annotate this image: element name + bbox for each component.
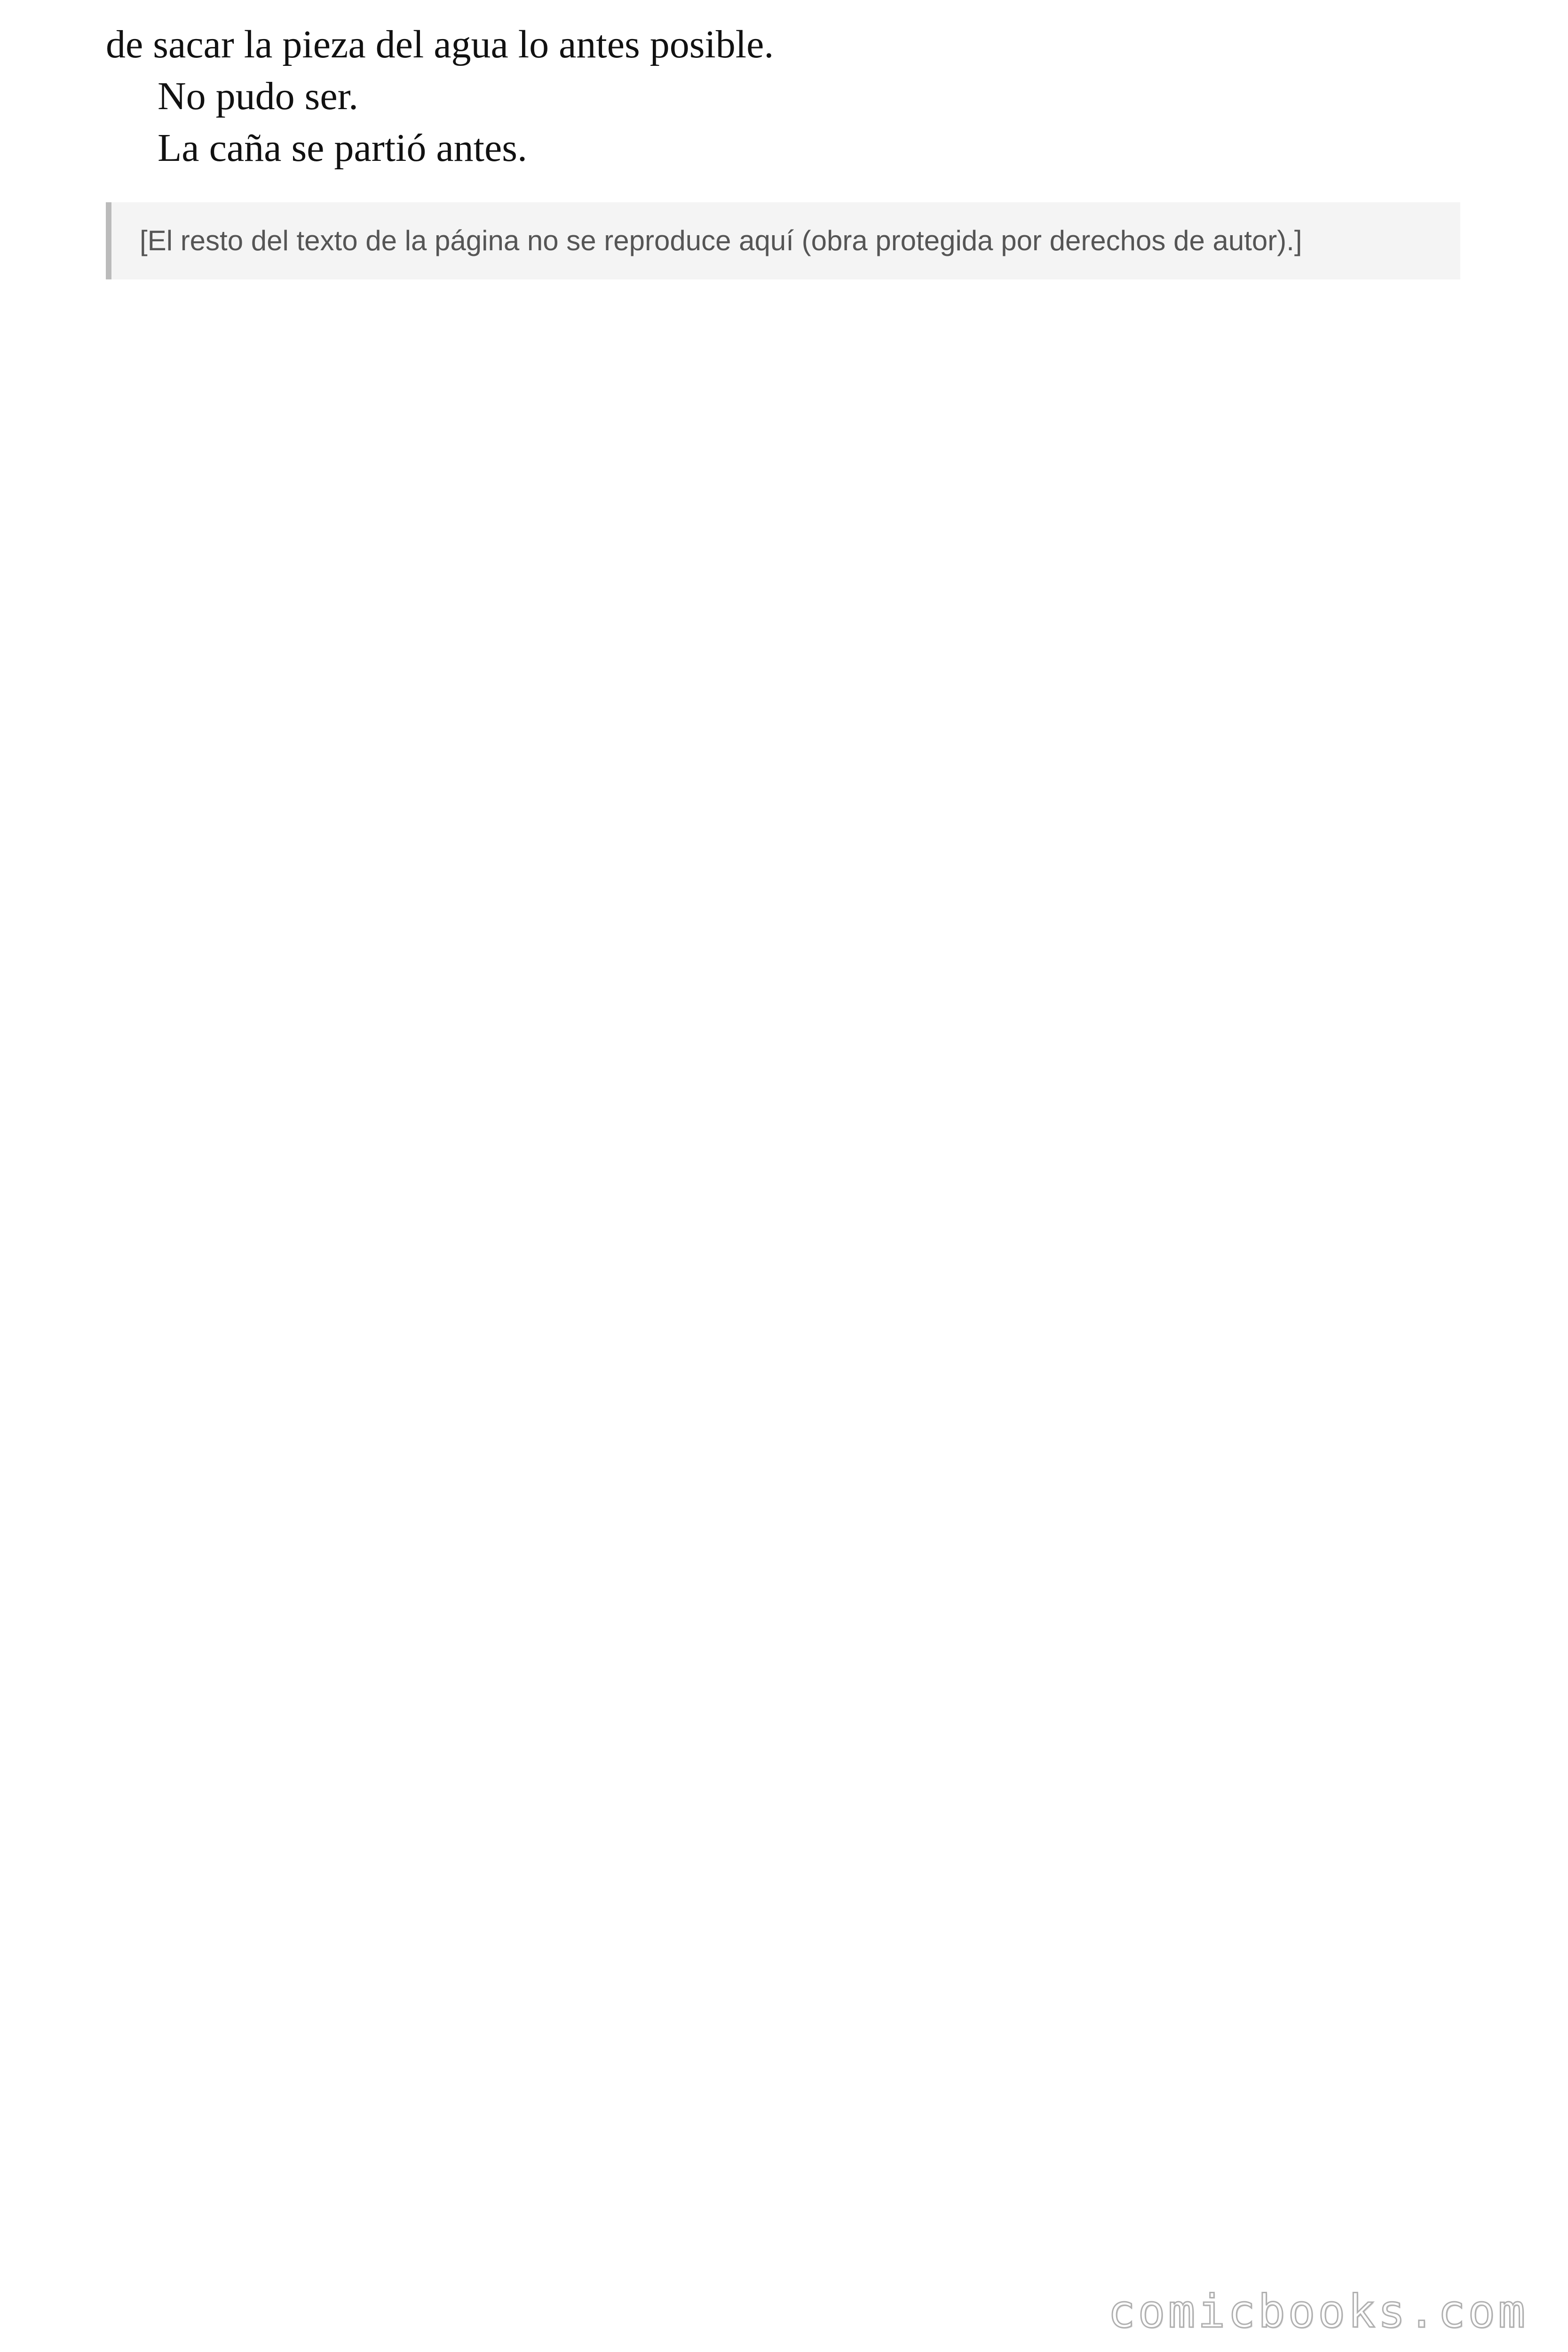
paragraph: La caña se partió antes. xyxy=(158,126,527,170)
body-text xyxy=(106,19,1460,279)
watermark-logo: comicbooks.com xyxy=(1108,2285,1528,2338)
elided-content-note: [El resto del texto de la página no se reproduce aquí (obra protegida por derechos de autor).] xyxy=(106,202,1460,279)
paragraph: de sacar la pieza del agua lo antes posible. xyxy=(106,23,774,66)
paragraph: No pudo ser. xyxy=(158,74,358,118)
